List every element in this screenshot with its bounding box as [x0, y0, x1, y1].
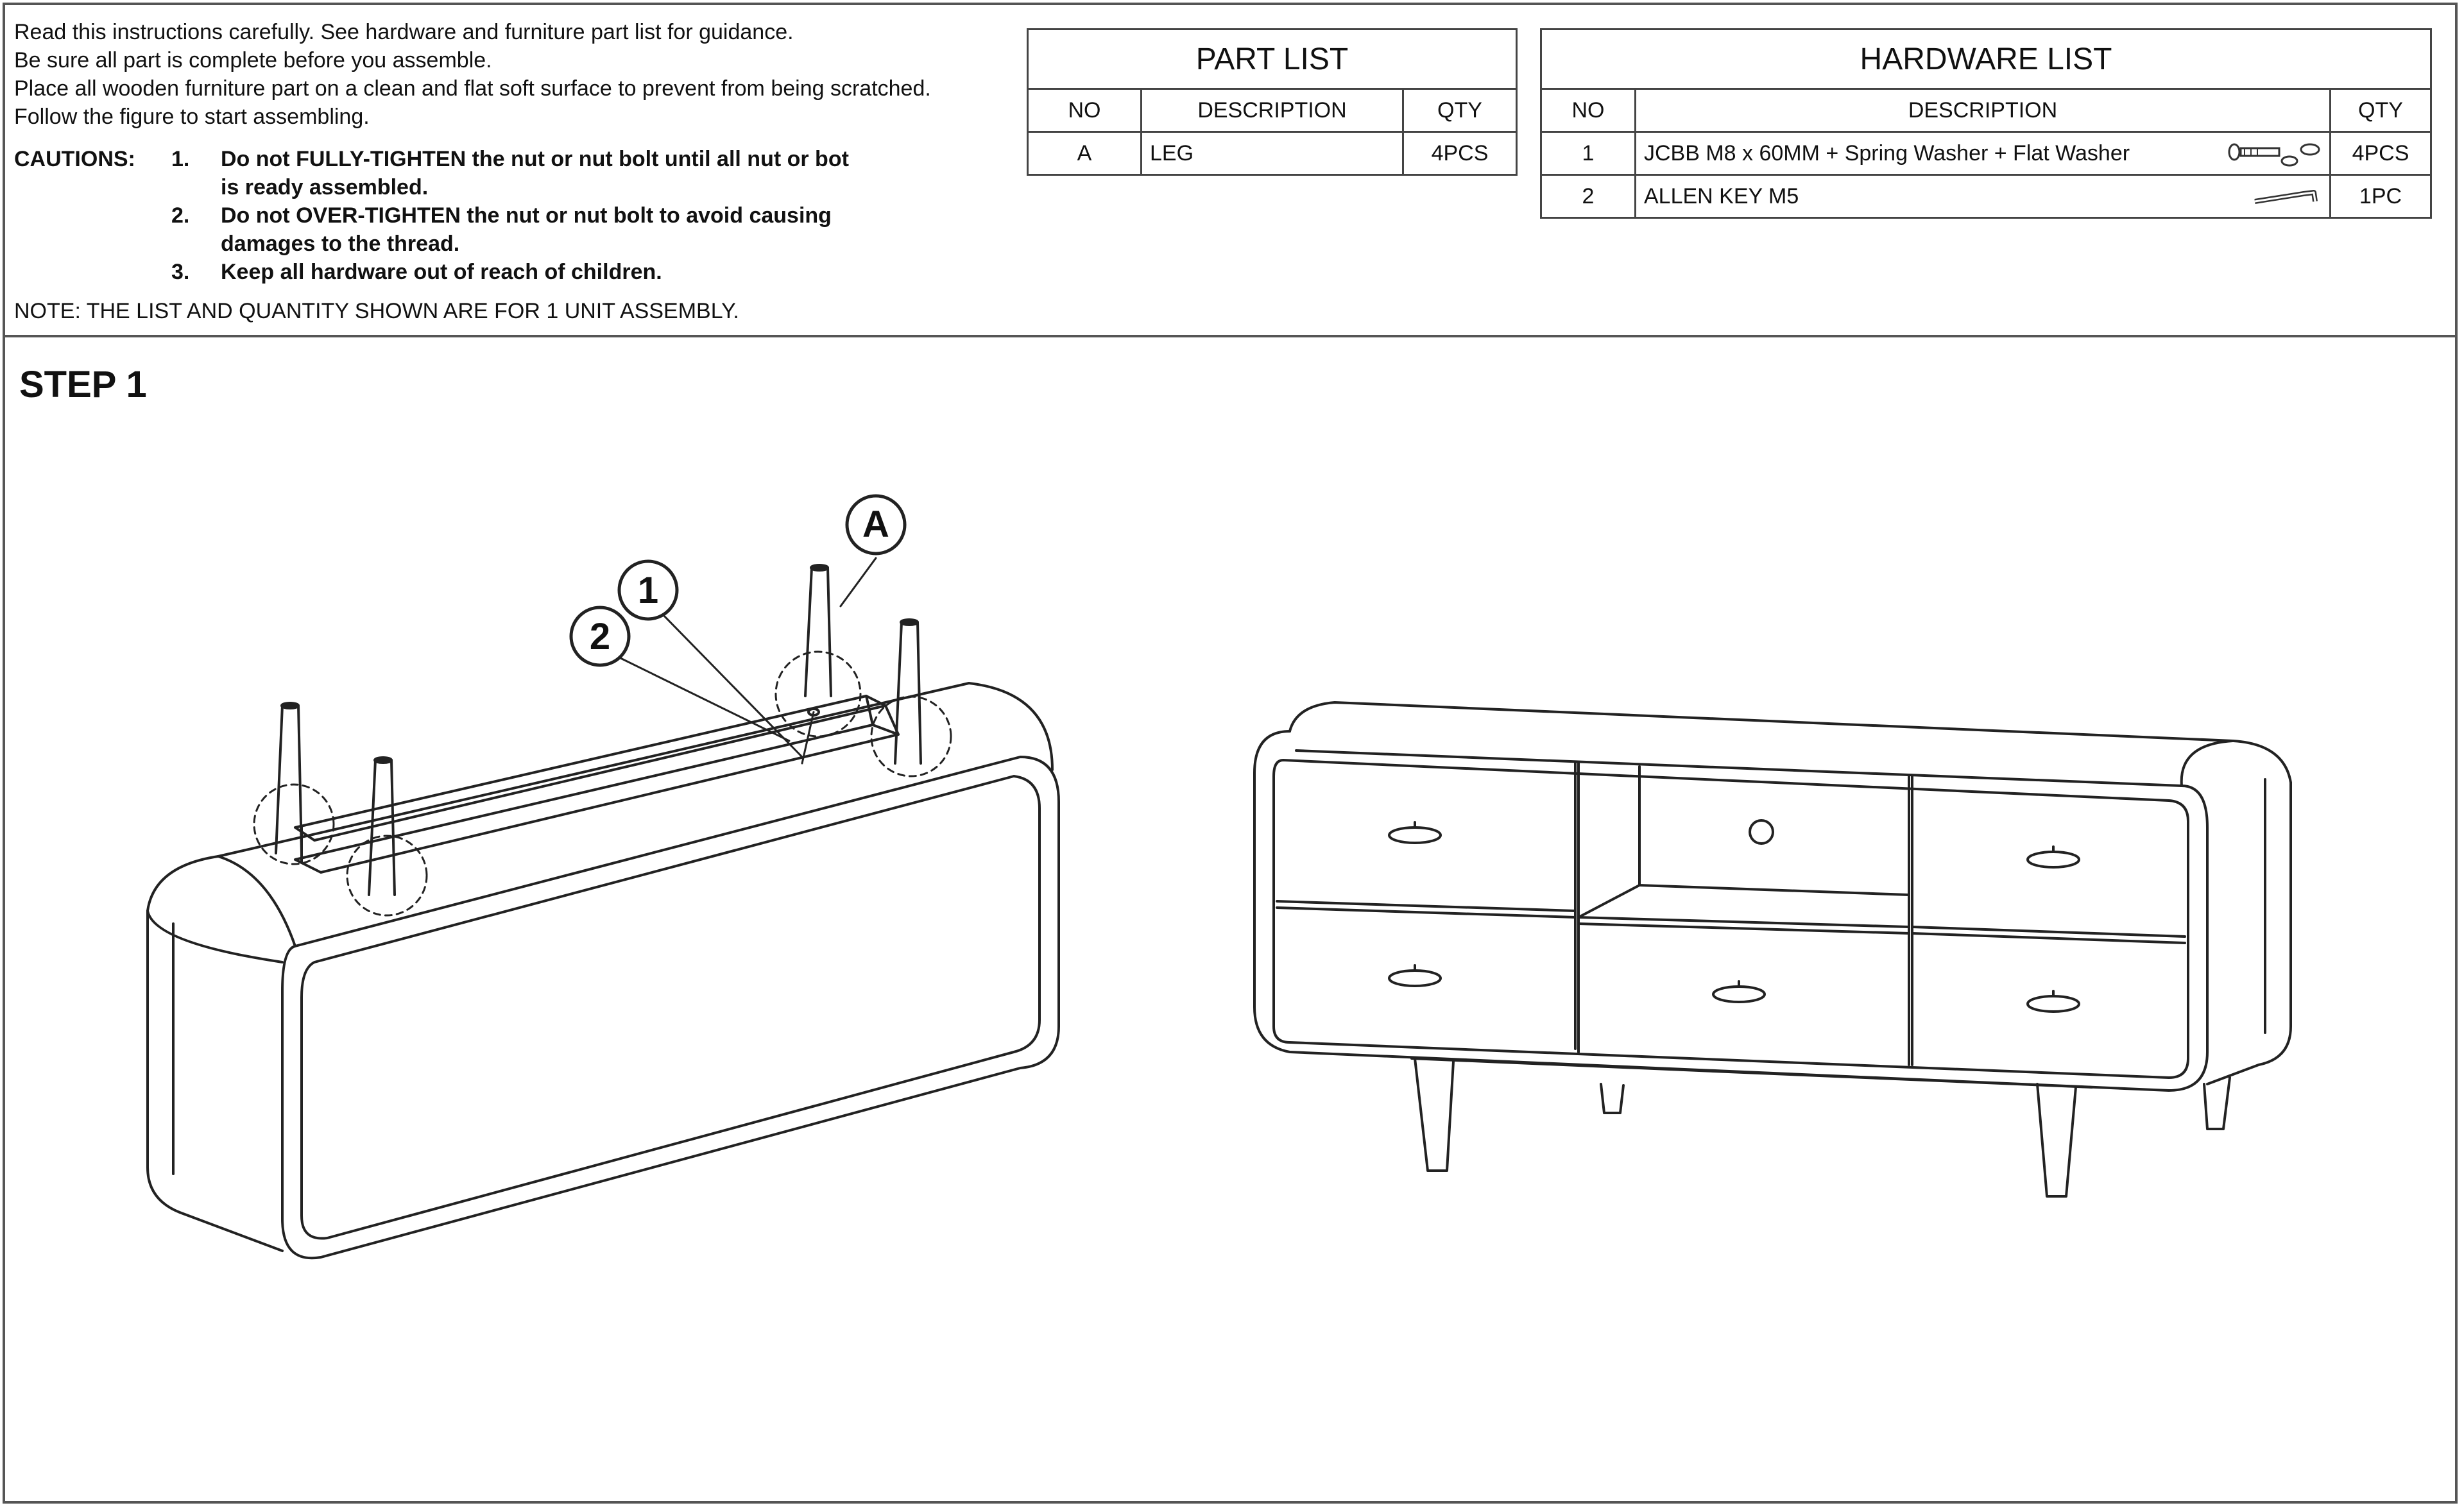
inverted-cabinet-drawing — [148, 565, 1059, 1258]
leg-part-a — [369, 758, 395, 895]
part-description: LEG — [1142, 132, 1403, 175]
leader-line-a — [841, 558, 876, 606]
hardware-qty: 1PC — [2331, 175, 2431, 218]
callout-a-label: A — [862, 504, 889, 545]
column-header: NO — [1028, 89, 1142, 132]
hardware-description: ALLEN KEY M5 — [1644, 183, 1799, 208]
instruction-line: Read this instructions carefully. See hardware and furniture part list for guidance. — [14, 20, 794, 44]
callout-1-label: 1 — [637, 570, 659, 611]
leg-part-a — [805, 565, 831, 696]
hardware-no: 1 — [1541, 132, 1636, 175]
instruction-line: Follow the figure to start assembling. — [14, 105, 370, 129]
assembly-note: NOTE: THE LIST AND QUANTITY SHOWN ARE FOR 1 UNIT ASSEMBLY. — [14, 299, 739, 323]
callout-1 — [619, 561, 677, 619]
callout-2-label: 2 — [589, 616, 611, 657]
caution-text: damages to the thread. — [221, 232, 460, 256]
leader-line-2 — [619, 657, 789, 741]
column-header: QTY — [1403, 89, 1517, 132]
leg-part-a — [895, 620, 921, 763]
hardware-qty: 4PCS — [2331, 132, 2431, 175]
column-header: DESCRIPTION — [1142, 89, 1403, 132]
caution-number: 1. — [171, 147, 190, 171]
hardware-list-title: HARDWARE LIST — [1541, 30, 2431, 89]
hardware-description: JCBB M8 x 60MM + Spring Washer + Flat Washer — [1644, 140, 2130, 165]
part-no: A — [1028, 132, 1142, 175]
caution-text: Do not OVER-TIGHTEN the nut or nut bolt to avoid causing — [221, 203, 832, 228]
column-header: DESCRIPTION — [1636, 89, 2331, 132]
callout-2 — [571, 607, 629, 665]
hardware-no: 2 — [1541, 175, 1636, 218]
detail-circles — [254, 652, 951, 915]
column-header: NO — [1541, 89, 1636, 132]
part-list-title: PART LIST — [1028, 30, 1517, 89]
part-qty: 4PCS — [1403, 132, 1517, 175]
caution-text: Do not FULLY-TIGHTEN the nut or nut bolt until all nut or bot — [221, 147, 849, 171]
cautions-label: CAUTIONS: — [14, 147, 135, 171]
caution-text: is ready assembled. — [221, 175, 429, 199]
callout-a — [847, 496, 905, 554]
caution-number: 2. — [171, 203, 190, 228]
assembled-cabinet-drawing — [1254, 702, 2291, 1196]
instruction-line: Be sure all part is complete before you assemble. — [14, 48, 492, 72]
step-title: STEP 1 — [19, 364, 147, 405]
instruction-line: Place all wooden furniture part on a clean and flat soft surface to prevent from being scratched. — [14, 76, 931, 101]
column-header: QTY — [2331, 89, 2431, 132]
leader-line-1 — [661, 613, 802, 757]
caution-text: Keep all hardware out of reach of children. — [221, 260, 662, 284]
caution-number: 3. — [171, 260, 190, 284]
